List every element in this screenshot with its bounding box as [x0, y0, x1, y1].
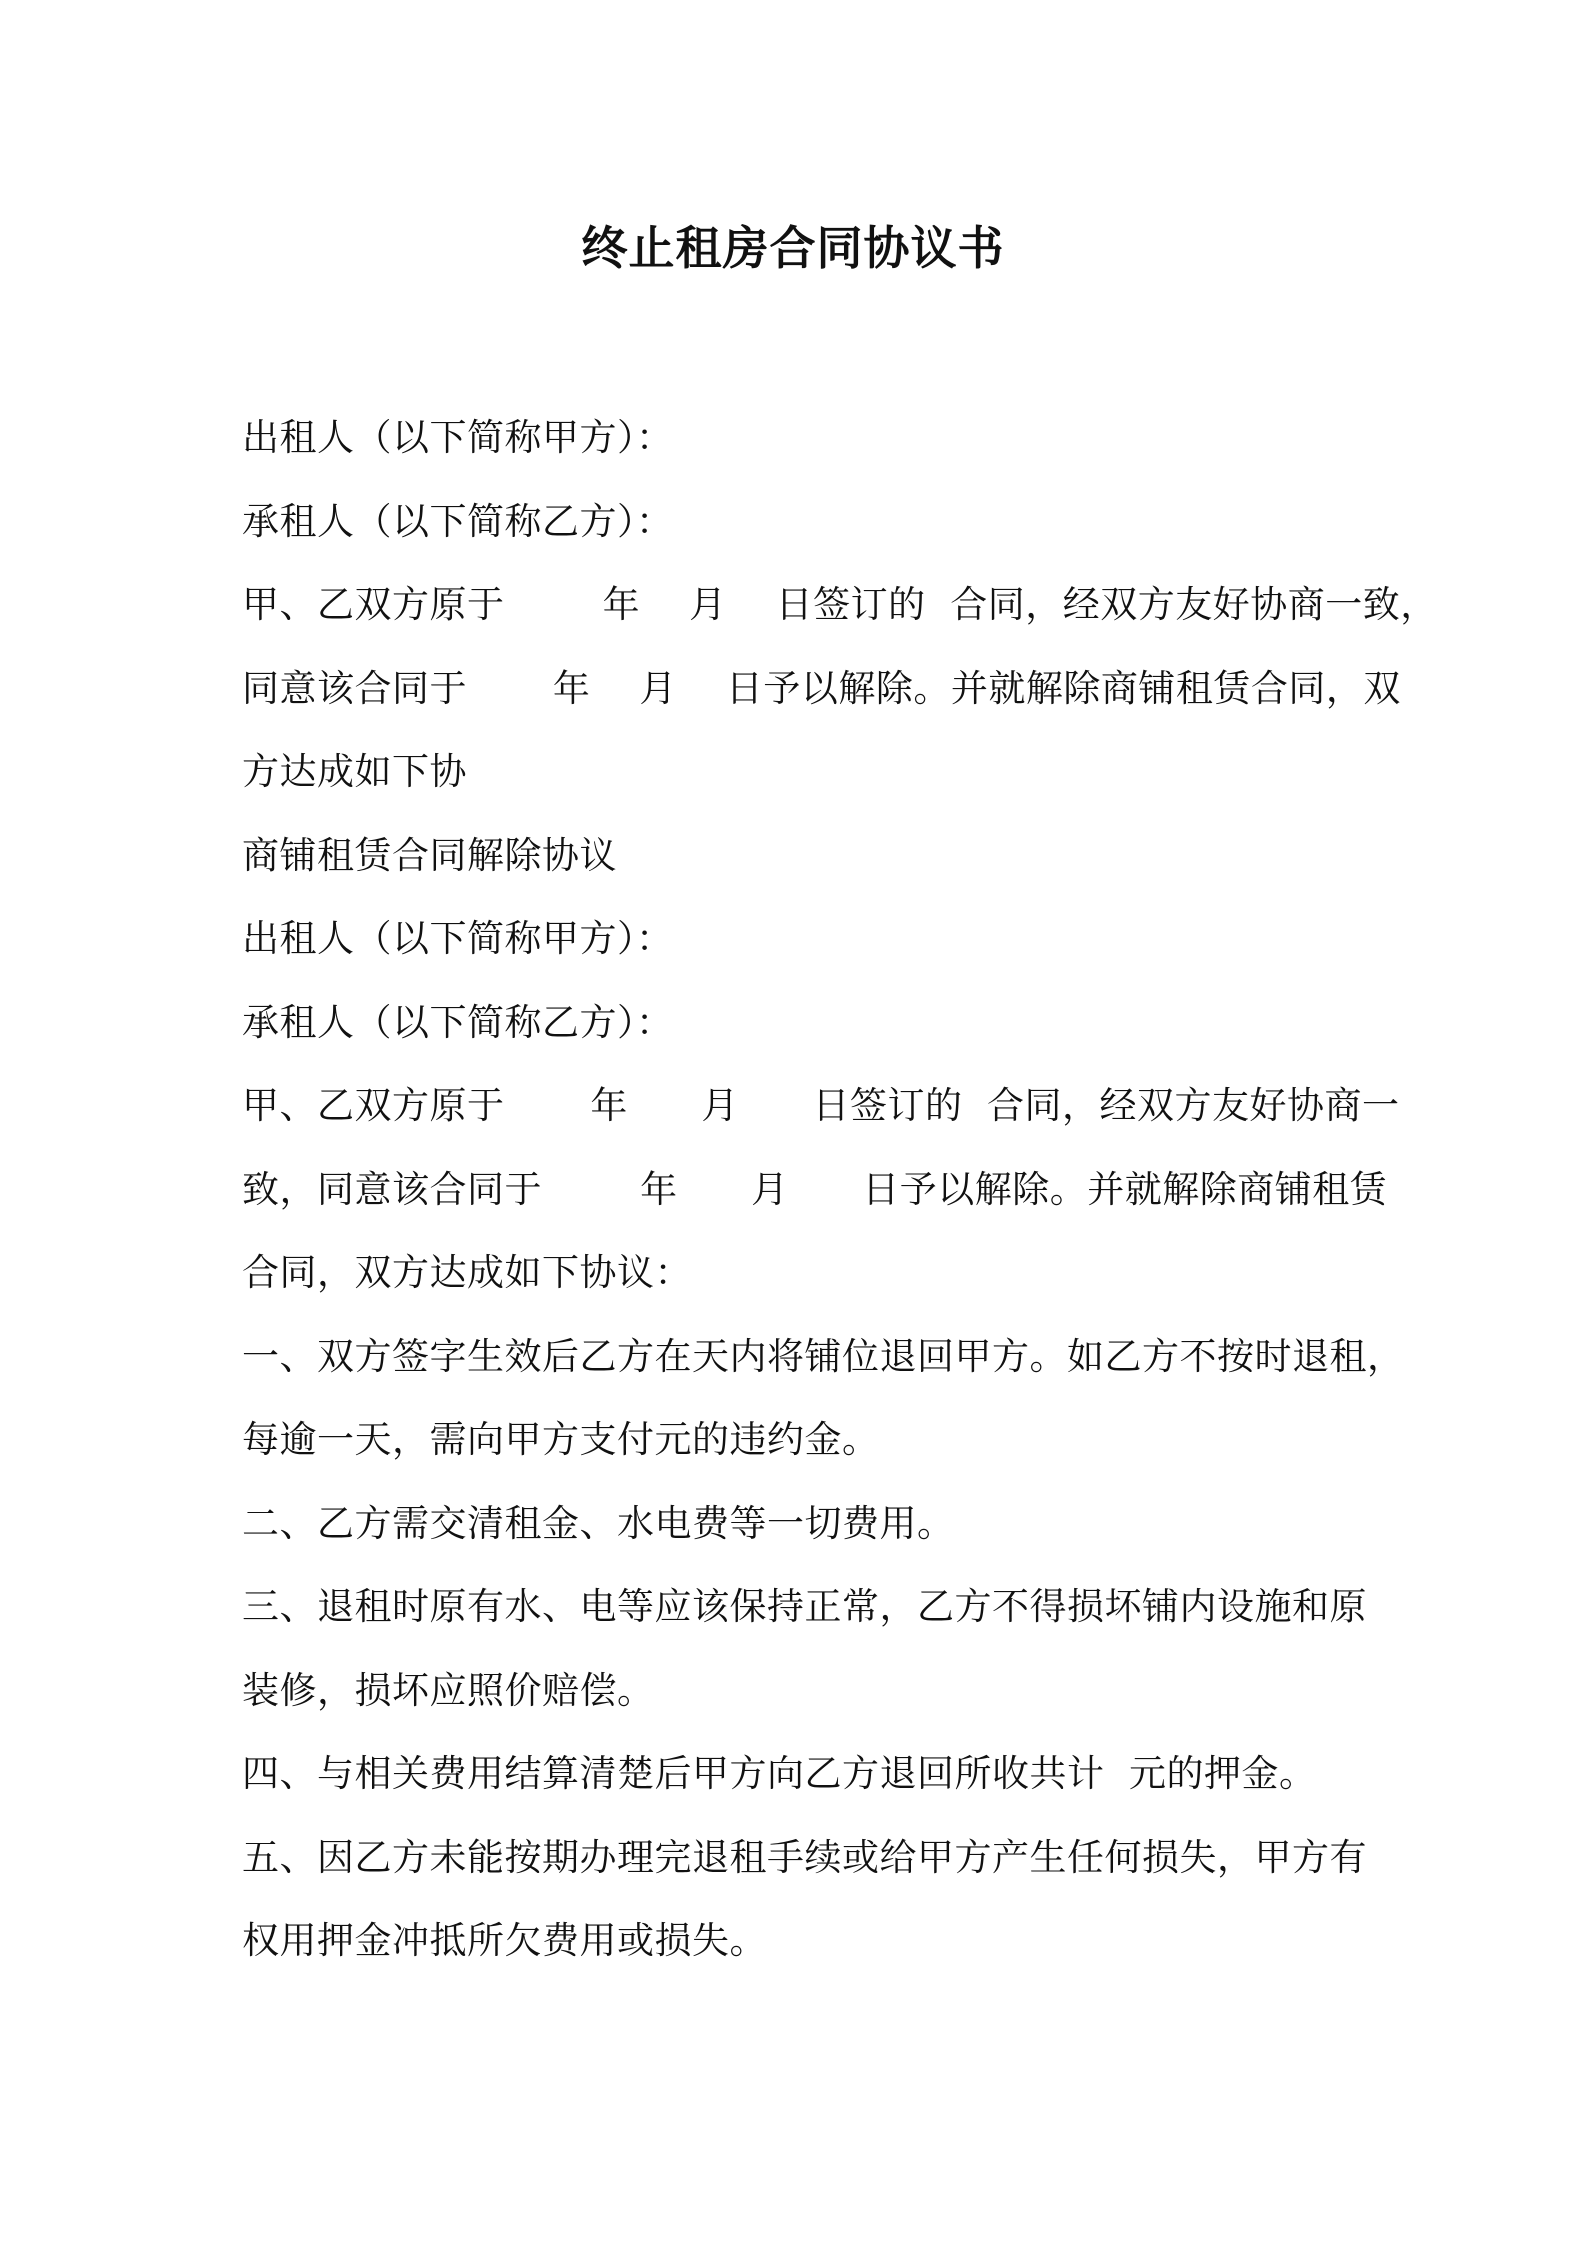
text-line-lessor-2: 出租人（以下简称甲方）： — [242, 917, 674, 960]
text-line-clause-1a: 一、双方签字生效后乙方在天内将铺位退回甲方。如乙方不按时退租， — [242, 1335, 1405, 1378]
text-line-intro2-3: 合同，双方达成如下协议： — [242, 1251, 692, 1294]
text-line-clause-5a: 五、因乙方未能按期办理完退租手续或给甲方产生任何损失，甲方有 — [242, 1836, 1367, 1879]
text-line-intro-2: 同意该合同于 年 月 日予以解除。并就解除商铺租赁合同，双 — [242, 667, 1401, 710]
text-line-lessee: 承租人（以下简称乙方）： — [242, 500, 674, 543]
text-line-clause-1b: 每逾一天，需向甲方支付元的违约金。 — [242, 1418, 880, 1461]
text-line-clause-5b: 权用押金冲抵所欠费用或损失。 — [242, 1919, 767, 1962]
text-line-lessor: 出租人（以下简称甲方）： — [242, 416, 674, 459]
text-line-lessee-2: 承租人（以下简称乙方）： — [242, 1001, 674, 1044]
document-title: 终止租房合同协议书 — [581, 221, 1005, 275]
text-line-clause-2: 二、乙方需交清租金、水电费等一切费用。 — [242, 1502, 955, 1545]
text-line-intro-3: 方达成如下协 — [242, 750, 467, 793]
text-line-clause-3a: 三、退租时原有水、电等应该保持正常，乙方不得损坏铺内设施和原 — [242, 1585, 1367, 1628]
text-line-intro2-1: 甲、乙双方原于 年 月 日签订的 合同，经双方友好协商一 — [242, 1084, 1400, 1127]
text-line-subtitle: 商铺租赁合同解除协议 — [242, 834, 617, 877]
text-line-clause-3b: 装修，损坏应照价赔偿。 — [242, 1669, 655, 1712]
text-line-clause-4: 四、与相关费用结算清楚后甲方向乙方退回所收共计 元的押金。 — [242, 1752, 1317, 1795]
text-line-intro2-2: 致，同意该合同于 年 月 日予以解除。并就解除商铺租赁 — [242, 1168, 1388, 1211]
text-line-intro-1: 甲、乙双方原于 年 月 日签订的 合同，经双方友好协商一致， — [242, 583, 1438, 626]
